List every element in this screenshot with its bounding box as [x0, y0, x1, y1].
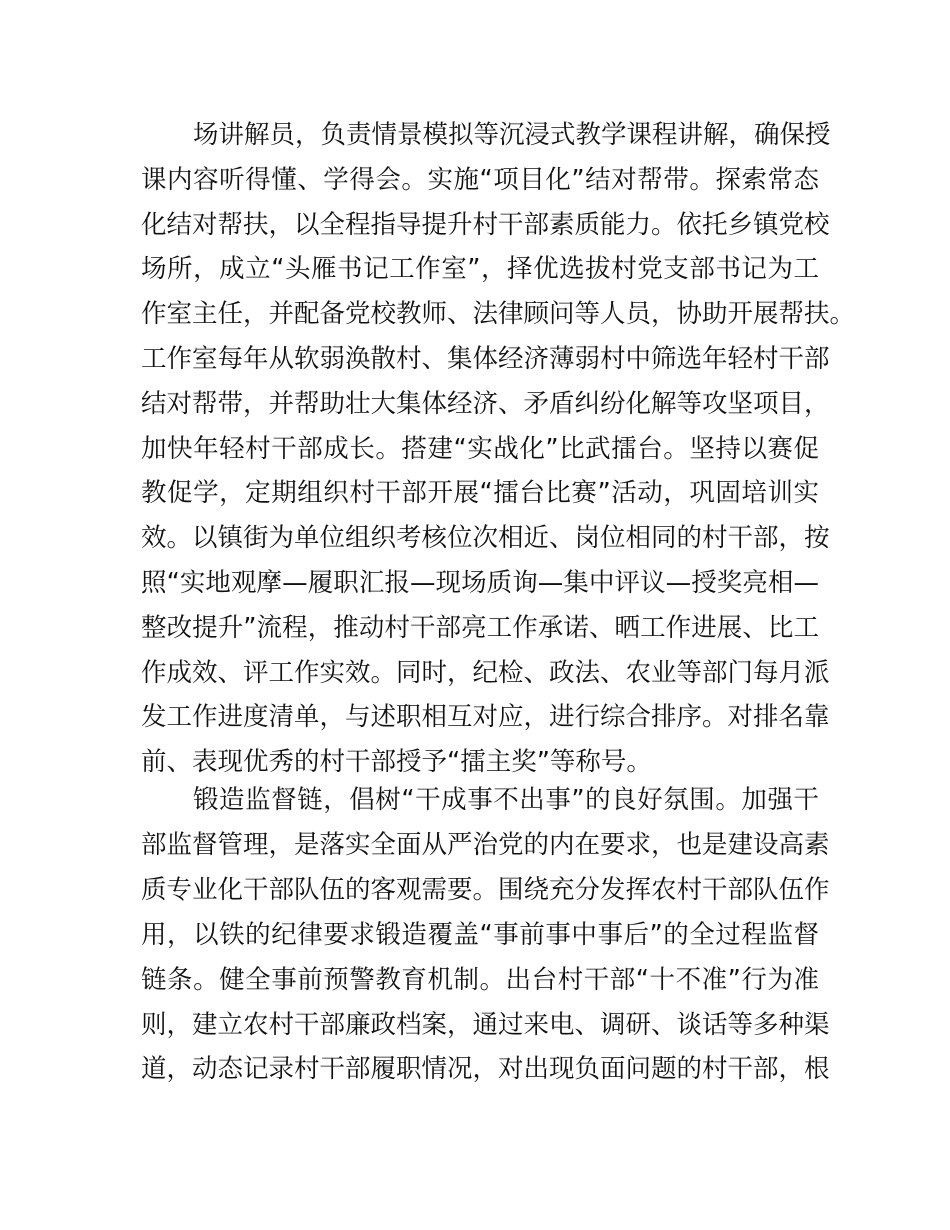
text-line: 道，动态记录村干部履职情况，对出现负面问题的村干部，根 — [141, 1054, 830, 1084]
text-line: 部监督管理，是落实全面从严治党的内在要求，也是建设高素 — [141, 830, 830, 860]
text-line: 用，以铁的纪律要求锻造覆盖“事前事中事后”的全过程监督 — [141, 920, 819, 950]
text-line: 工作室每年从软弱涣散村、集体经济薄弱村中筛选年轻村干部 — [141, 344, 830, 374]
text-line: 效。以镇街为单位组织考核位次相近、岗位相同的村干部，按 — [141, 523, 830, 553]
text-line: 加快年轻村干部成长。搭建“实战化”比武擂台。坚持以赛促 — [141, 434, 819, 464]
text-line: 作室主任，并配备党校教师、法律顾问等人员，协助开展帮扶。 — [141, 299, 856, 329]
text-line: 教促学，定期组织村干部开展“擂台比赛”活动，巩固培训实 — [141, 478, 819, 508]
text-line: 发工作进度清单，与述职相互对应，进行综合排序。对排名靠 — [141, 702, 830, 732]
text-line: 场所，成立“头雁书记工作室”，择优选拔村党支部书记为工 — [141, 254, 819, 284]
text-line: 照“实地观摩—履职汇报—现场质询—集中评议—授奖亮相— — [141, 568, 819, 598]
text-line: 链条。健全事前预警教育机制。出台村干部“十不准”行为准 — [141, 965, 819, 995]
text-line: 则，建立农村干部廉政档案，通过来电、调研、谈话等多种渠 — [141, 1010, 830, 1040]
text-line: 结对帮带，并帮助壮大集体经济、矛盾纠纷化解等攻坚项目， — [141, 389, 830, 419]
text-line: 课内容听得懂、学得会。实施“项目化”结对帮带。探索常态 — [141, 165, 819, 195]
text-line: 化结对帮扶，以全程指导提升村干部素质能力。依托乡镇党校 — [141, 210, 830, 240]
text-line: 质专业化干部队伍的客观需要。围绕充分发挥农村干部队伍作 — [141, 875, 830, 905]
text-line: 作成效、评工作实效。同时，纪检、政法、农业等部门每月派 — [141, 658, 830, 688]
text-line: 前、表现优秀的村干部授予“擂主奖”等称号。 — [141, 747, 652, 777]
text-line: 锻造监督链，倡树“干成事不出事”的良好氛围。加强干 — [193, 785, 819, 815]
text-line: 场讲解员，负责情景模拟等沉浸式教学课程讲解，确保授 — [193, 120, 831, 150]
text-line: 整改提升”流程，推动村干部亮工作承诺、晒工作进展、比工 — [141, 613, 819, 643]
